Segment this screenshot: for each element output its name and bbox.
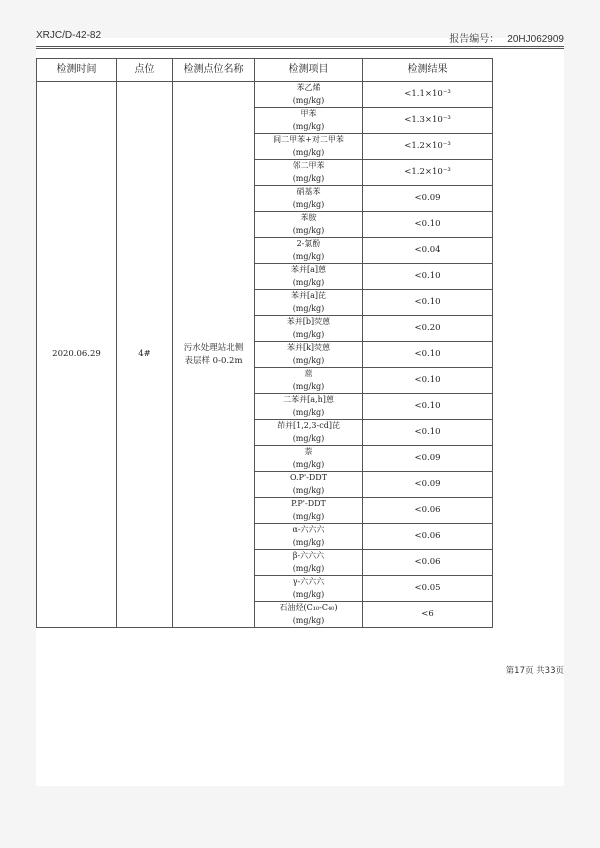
item-name: α-六六六 [292, 525, 325, 534]
item-cell [255, 238, 363, 264]
item-cell [255, 472, 363, 498]
item-cell [255, 316, 363, 342]
report-number-label: 报告编号： [449, 34, 500, 45]
result-cell: <0.06 [363, 550, 493, 576]
item-name: O.P'-DDT [289, 473, 328, 482]
point-cell: 4# [117, 82, 173, 628]
item-cell [255, 160, 363, 186]
result-cell: <0.10 [363, 420, 493, 446]
item-unit: (mg/kg) [292, 615, 325, 625]
item-unit: (mg/kg) [292, 173, 325, 183]
item-name: P.P'-DDT [291, 499, 326, 508]
result-cell: <0.10 [363, 264, 493, 290]
item-unit: (mg/kg) [292, 277, 325, 287]
sample-date-cell: 2020.06.29 [37, 82, 117, 628]
location-line-2: 表层样 0-0.2m [184, 355, 243, 366]
col-header-point: 点位 [117, 59, 173, 82]
item-cell [255, 134, 363, 160]
result-cell: <0.10 [363, 342, 493, 368]
result-cell: <0.10 [363, 394, 493, 420]
item-unit: (mg/kg) [292, 459, 325, 469]
item-cell [255, 550, 363, 576]
item-cell [255, 576, 363, 602]
item-cell [255, 264, 363, 290]
result-cell: <0.09 [363, 186, 493, 212]
item-name: 苯并[k]荧蒽 [286, 343, 331, 352]
table-header-row [37, 59, 493, 82]
result-cell: <0.10 [363, 290, 493, 316]
item-name: 苯乙烯 [296, 83, 321, 92]
item-name: 苯并[b]荧蒽 [286, 317, 331, 326]
item-cell [255, 342, 363, 368]
result-cell: <0.06 [363, 498, 493, 524]
result-cell: <0.09 [363, 446, 493, 472]
document-code: XRJC/D-42-82 [36, 30, 102, 41]
result-cell: <0.10 [363, 368, 493, 394]
item-unit: (mg/kg) [292, 381, 325, 391]
item-name: β-六六六 [292, 551, 325, 560]
item-name: 苯并[a]蒽 [290, 265, 326, 274]
item-name: 苯并[a]芘 [290, 291, 326, 300]
item-unit: (mg/kg) [292, 511, 325, 521]
item-unit: (mg/kg) [292, 329, 325, 339]
item-unit: (mg/kg) [292, 225, 325, 235]
item-unit: (mg/kg) [292, 407, 325, 417]
item-name: 硝基苯 [296, 187, 321, 196]
item-unit: (mg/kg) [292, 303, 325, 313]
item-unit: (mg/kg) [292, 485, 325, 495]
col-header-location: 检测点位名称 [173, 59, 255, 82]
item-cell [255, 368, 363, 394]
item-cell [255, 602, 363, 628]
col-header-item: 检测项目 [255, 59, 363, 82]
item-unit: (mg/kg) [292, 95, 325, 105]
item-cell [255, 498, 363, 524]
header-rule [36, 46, 564, 47]
location-line-1: 污水处理站北侧 [183, 343, 244, 353]
item-name: 苯胺 [300, 213, 317, 222]
item-cell [255, 420, 363, 446]
item-unit: (mg/kg) [292, 433, 325, 443]
item-cell [255, 108, 363, 134]
table-body [37, 82, 493, 628]
page-number: 第17页 共33页 [505, 666, 564, 676]
col-header-result: 检测结果 [363, 59, 493, 82]
result-cell: <0.05 [363, 576, 493, 602]
item-unit: (mg/kg) [292, 121, 325, 131]
result-cell: <1.1×10⁻³ [363, 82, 493, 108]
result-cell: <0.06 [363, 524, 493, 550]
report-number [449, 30, 564, 45]
item-unit: (mg/kg) [292, 199, 325, 209]
item-name: 间二甲苯+对二甲苯 [273, 135, 344, 144]
item-unit: (mg/kg) [292, 147, 325, 157]
item-name: 萘 [304, 447, 313, 456]
item-cell [255, 394, 363, 420]
item-unit: (mg/kg) [292, 563, 325, 573]
result-cell: <0.09 [363, 472, 493, 498]
item-cell [255, 186, 363, 212]
col-header-time: 检测时间 [37, 59, 117, 82]
result-cell: <6 [363, 602, 493, 628]
item-cell [255, 446, 363, 472]
item-cell [255, 524, 363, 550]
report-number-value: 20HJ062909 [507, 34, 564, 45]
item-unit: (mg/kg) [292, 355, 325, 365]
table-row [37, 82, 493, 108]
location-cell [173, 82, 255, 628]
item-unit: (mg/kg) [292, 537, 325, 547]
item-name: 甲苯 [300, 109, 317, 118]
result-cell: <1.3×10⁻³ [363, 108, 493, 134]
item-name: γ-六六六 [292, 577, 325, 586]
result-cell: <0.04 [363, 238, 493, 264]
item-unit: (mg/kg) [292, 251, 325, 261]
item-unit: (mg/kg) [292, 589, 325, 599]
item-name: 2-氯酚 [296, 239, 321, 248]
header-rule-2 [36, 48, 564, 49]
item-name: 石油烃(C₁₀-C₄₀) [279, 603, 338, 612]
results-table [36, 58, 493, 628]
result-cell: <1.2×10⁻³ [363, 134, 493, 160]
item-name: 茚并[1,2,3-cd]芘 [277, 421, 340, 430]
item-name: 䓛 [304, 369, 313, 378]
result-cell: <1.2×10⁻³ [363, 160, 493, 186]
item-name: 邻二甲苯 [292, 161, 325, 170]
result-cell: <0.20 [363, 316, 493, 342]
item-cell [255, 290, 363, 316]
item-cell [255, 82, 363, 108]
item-cell [255, 212, 363, 238]
result-cell: <0.10 [363, 212, 493, 238]
item-name: 二苯并[a,h]蒽 [283, 395, 334, 404]
